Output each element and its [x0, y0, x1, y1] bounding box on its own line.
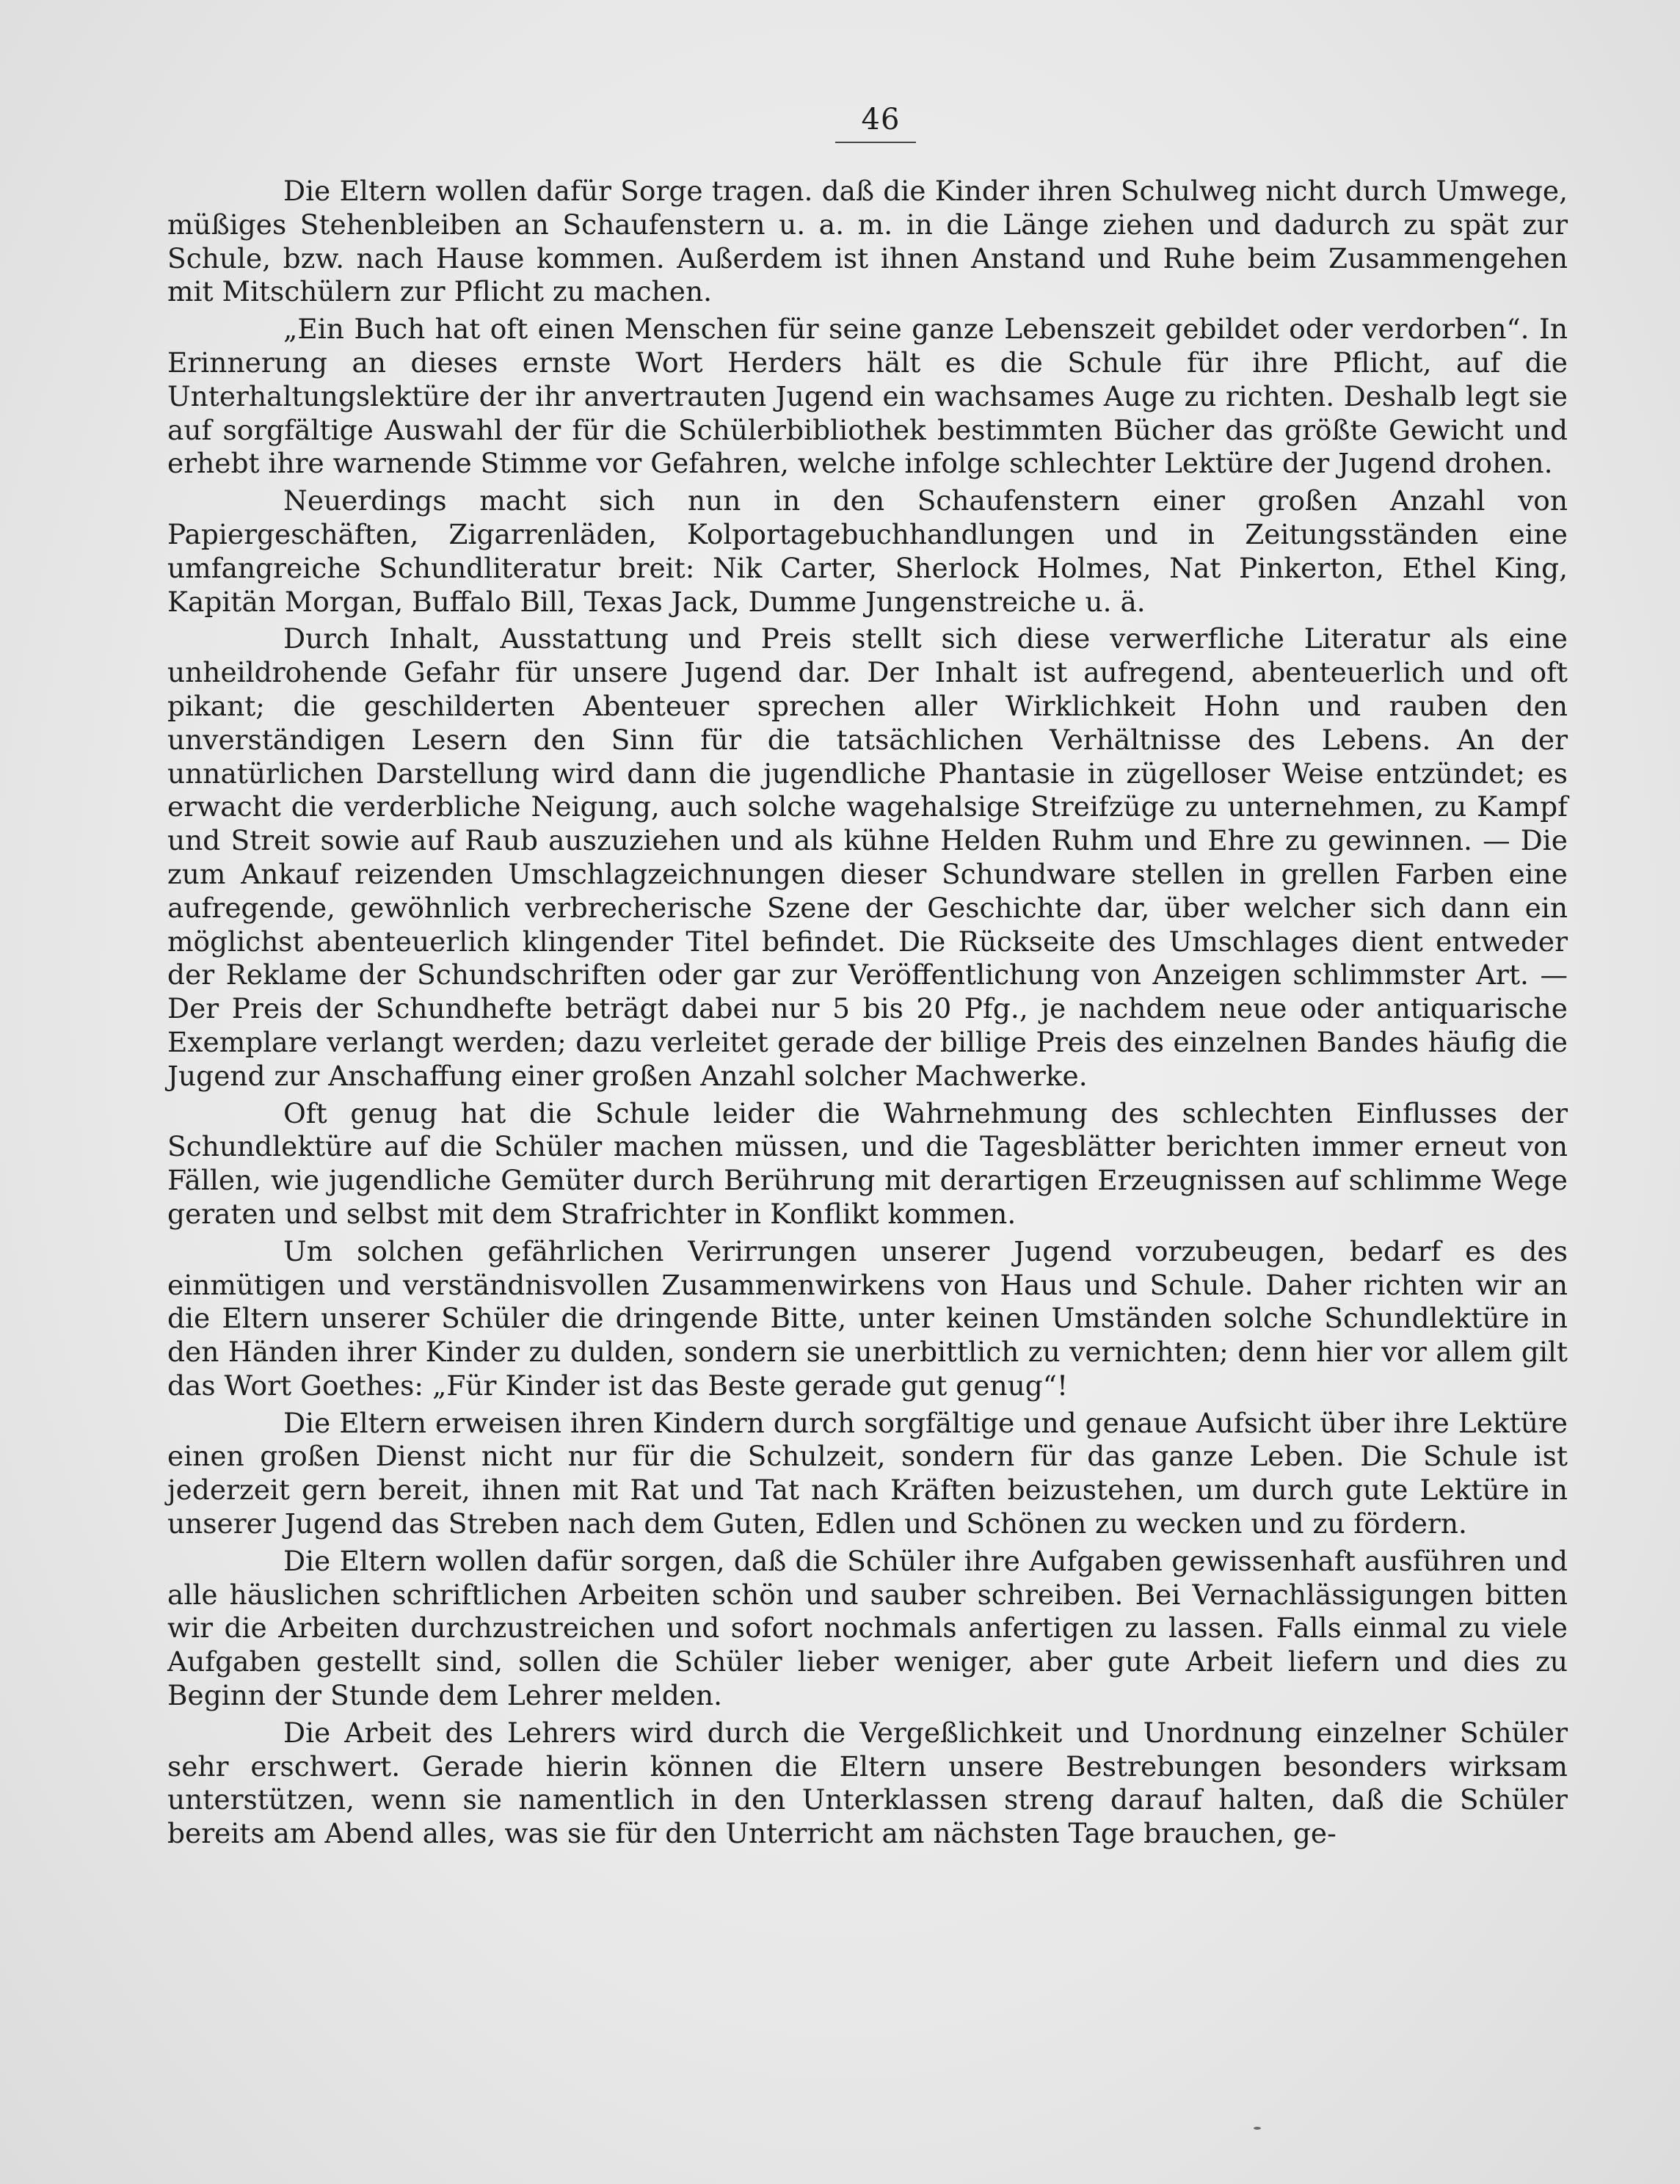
paragraph-2: „Ein Buch hat oft einen Menschen für seine ganze Lebenszeit gebildet oder verdorben“. In Erinnerung an dieses ernste Wort Herders hält es die Schule für ihre Pflicht, auf die Unterhaltungslektüre der ihr anvertrauten Jugend ein wachsames Auge zu richten. Deshalb legt sie auf sorgfältige Auswahl der für die Schülerbibliothek bestimmten Bücher das größte Gewicht und erhebt ihre warnende Stimme vor Gefahren, welche infolge schlechter Lektüre der Jugend drohen.	[167, 313, 1568, 480]
page-number-rule	[835, 142, 916, 143]
paragraph-9: Die Arbeit des Lehrers wird durch die Vergeßlichkeit und Unordnung einzelner Schüler sehr erschwert. Gerade hierin können die Eltern unsere Bestrebungen besonders wirksam unterstützen, wenn sie namentlich in den Unterklassen streng darauf halten, daß die Schüler bereits am Abend alles, was sie für den Unterricht am nächsten Tage brauchen, ge-	[167, 1716, 1568, 1850]
paragraph-1: Die Eltern wollen dafür Sorge tragen. daß die Kinder ihren Schulweg nicht durch Umwege, müßiges Stehenbleiben an Schaufenstern u. a. m. in die Länge ziehen und dadurch zu spät zur Schule, bzw. nach Hause kommen. Außerdem ist ihnen Anstand und Ruhe beim Zusammengehen mit Mitschülern zur Pflicht zu machen.	[167, 175, 1568, 308]
paper-speck	[1254, 2127, 1261, 2130]
paragraph-8: Die Eltern wollen dafür sorgen, daß die Schüler ihre Aufgaben gewissenhaft ausführen und alle häuslichen schriftlichen Arbeiten schön und sauber schreiben. Bei Vernachlässigungen bitten wir die Arbeiten durchzustreichen und sofort nochmals anfertigen zu lassen. Falls einmal zu viele Aufgaben gestellt sind, sollen die Schüler lieber weniger, aber gute Arbeit liefern und dies zu Beginn der Stunde dem Lehrer melden.	[167, 1544, 1568, 1712]
paragraph-6: Um solchen gefährlichen Verirrungen unserer Jugend vorzubeugen, bedarf es des einmütigen und verständnisvollen Zusammenwirkens von Haus und Schule. Daher richten wir an die Eltern unserer Schüler die dringende Bitte, unter keinen Umständen solche Schundlektüre in den Händen ihrer Kinder zu dulden, sondern sie unerbittlich zu vernichten; denn hier vor allem gilt das Wort Goethes: „Für Kinder ist das Beste gerade gut genug“!	[167, 1234, 1568, 1402]
paragraph-5: Oft genug hat die Schule leider die Wahrnehmung des schlechten Einflusses der Schundlektüre auf die Schüler machen müssen, und die Tagesblätter berichten immer erneut von Fällen, wie jugendliche Gemüter durch Berührung mit derartigen Erzeugnissen auf schlimme Wege geraten und selbst mit dem Strafrichter in Konflikt kommen.	[167, 1096, 1568, 1230]
body-text	[167, 175, 1568, 1854]
paragraph-4: Durch Inhalt, Ausstattung und Preis stellt sich diese verwerfliche Literatur als eine unheildrohende Gefahr für unsere Jugend dar. Der Inhalt ist aufregend, abenteuerlich und oft pikant; die geschilderten Abenteuer sprechen aller Wirklichkeit Hohn und rauben den unverständigen Lesern den Sinn für die tatsächlichen Verhältnisse des Lebens. An der unnatürlichen Darstellung wird dann die jugendliche Phantasie in zügelloser Weise entzündet; es erwacht die verderbliche Neigung, auch solche wagehalsige Streifzüge zu unternehmen, zu Kampf und Streit sowie auf Raub auszuziehen und als kühne Helden Ruhm und Ehre zu gewinnen. — Die zum Ankauf reizenden Umschlagzeichnungen dieser Schundware stellen in grellen Farben eine aufregende, gewöhnlich verbrecherische Szene der Geschichte dar, über welcher sich dann ein möglichst abenteuerlich klingender Titel befindet. Die Rückseite des Umschlages dient entweder der Reklame der Schundschriften oder gar zur Veröffentlichung von Anzeigen schlimmster Art. — Der Preis der Schundhefte beträgt dabei nur 5 bis 20 Pfg., je nachdem neue oder antiquarische Exemplare verlangt werden; dazu verleitet gerade der billige Preis des einzelnen Bandes häufig die Jugend zur Anschaffung einer großen Anzahl solcher Machwerke.	[167, 622, 1568, 1092]
paragraph-7: Die Eltern erweisen ihren Kindern durch sorgfältige und genaue Aufsicht über ihre Lektüre einen großen Dienst nicht nur für die Schulzeit, sondern für das ganze Leben. Die Schule ist jederzeit gern bereit, ihnen mit Rat und Tat nach Kräften beizustehen, um durch gute Lektüre in unserer Jugend das Streben nach dem Guten, Edlen und Schönen zu wecken und zu fördern.	[167, 1406, 1568, 1540]
page-number: 46	[861, 103, 901, 136]
paragraph-3: Neuerdings macht sich nun in den Schaufenstern einer großen Anzahl von Papiergeschäften, Zigarrenläden, Kolportagebuchhandlungen und in Zeitungsständen eine umfangreiche Schundliteratur breit: Nik Carter, Sherlock Holmes, Nat Pinkerton, Ethel King, Kapitän Morgan, Buffalo Bill, Texas Jack, Dumme Jungenstreiche u. ä.	[167, 484, 1568, 618]
